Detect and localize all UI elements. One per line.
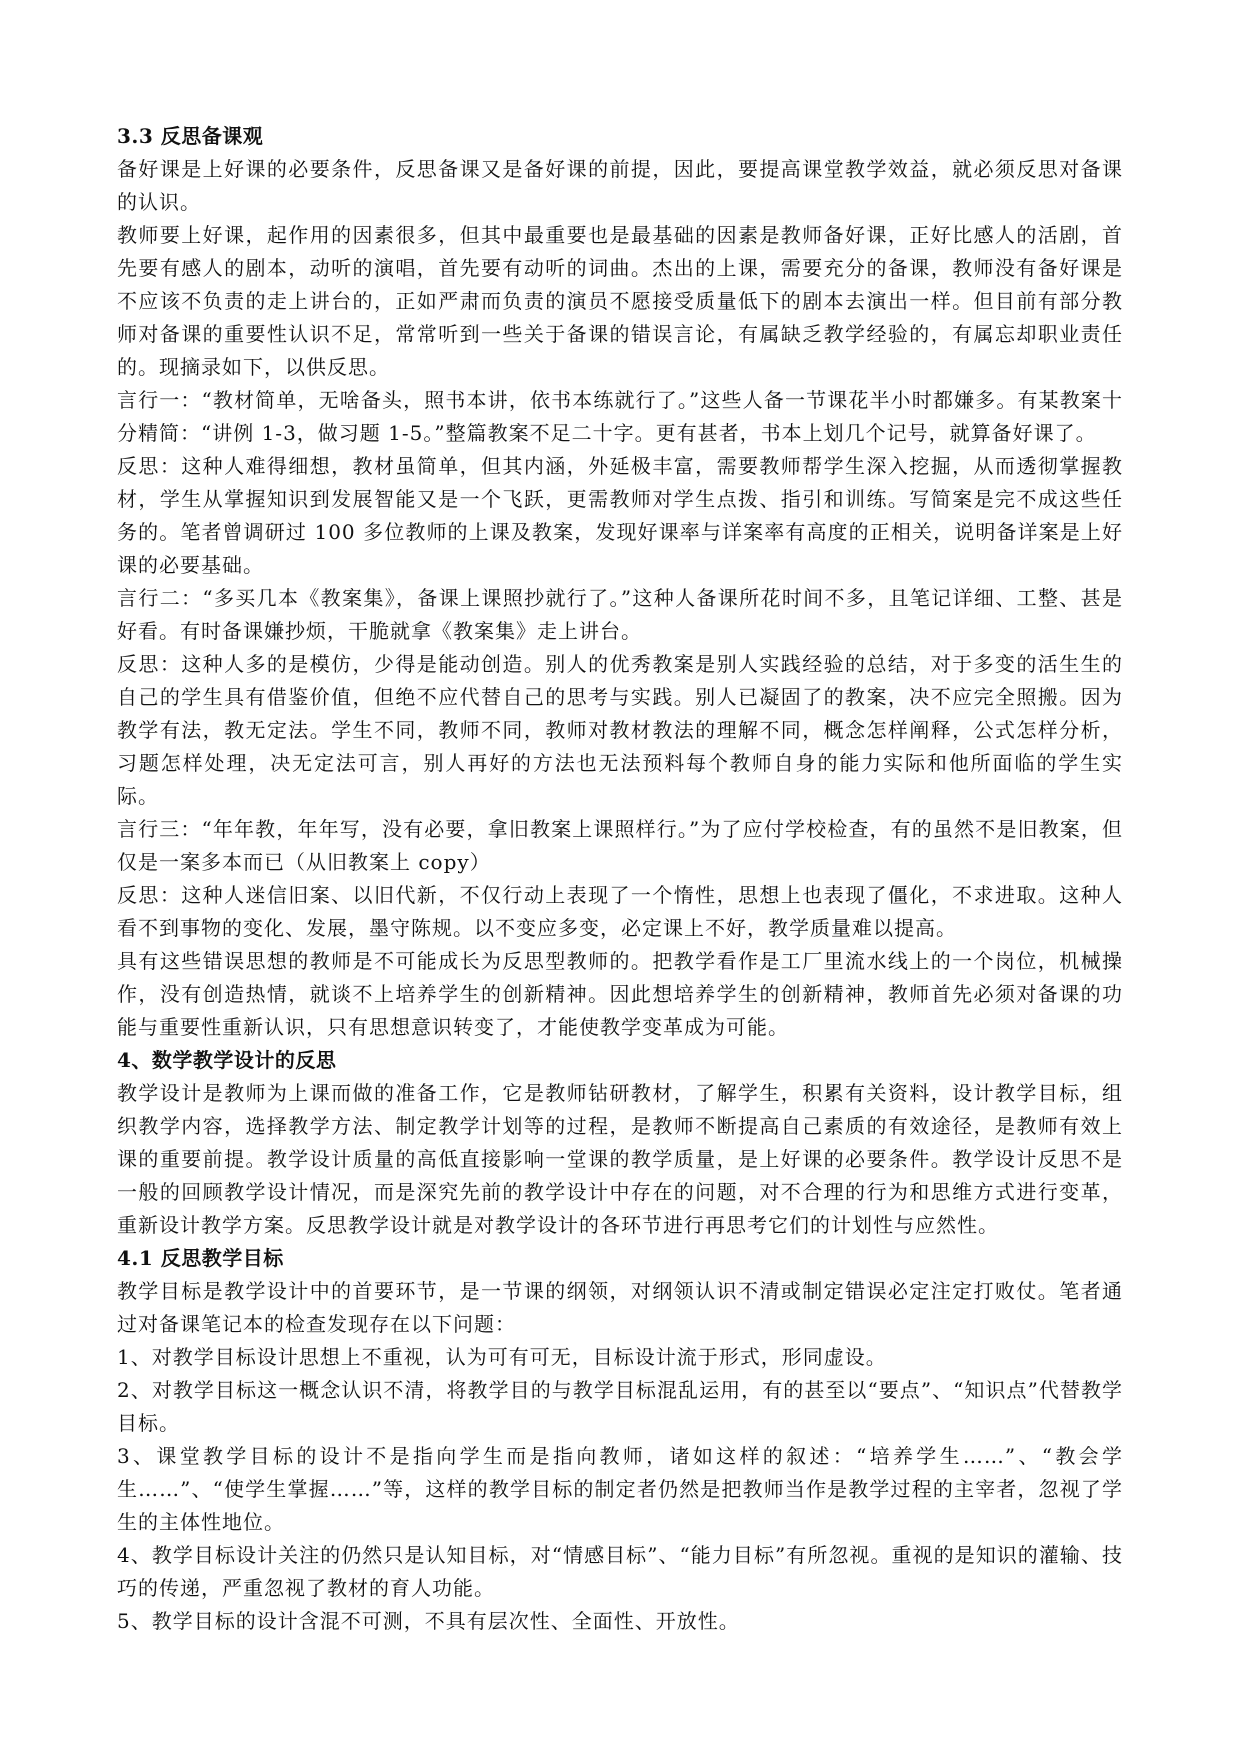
paragraph: 教学目标是教学设计中的首要环节，是一节课的纲领，对纲领认识不清或制定错误必定注定打败仗。笔者通过对备课笔记本的检查发现存在以下问题： [117,1279,1123,1336]
section-heading-4-1: 4.1 反思教学目标 [117,1246,284,1270]
paragraph: 教学设计是教师为上课而做的准备工作，它是教师钻研教材，了解学生，积累有关资料，设计教学目标，组织教学内容，选择教学方法、制定教学计划等的过程，是教师不断提高自己素质的有效途径，是教师有效上课的重要前提。教学设计质量的高低直接影响一堂课的教学质量，是上好课的必要条件。教学设计反思不是一般的回顾教学设计情况，而是深究先前的教学设计中存在的问题，对不合理的行为和思维方式进行变革，重新设计教学方案。反思教学设计就是对教学设计的各环节进行再思考它们的计划性与应然性。 [117,1081,1123,1237]
paragraph: 反思：这种人迷信旧案、以旧代新，不仅行动上表现了一个惰性，思想上也表现了僵化，不求进取。这种人看不到事物的变化、发展，墨守陈规。以不变应多变，必定课上不好，教学质量难以提高。 [117,883,1123,940]
list-item: 3、课堂教学目标的设计不是指向学生而是指向教师，诸如这样的叙述：“培养学生……”、“教会学生……”、“使学生掌握……”等，这样的教学目标的制定者仍然是把教师当作是教学过程的主宰者，忽视了学生的主体性地位。 [117,1444,1123,1534]
section-heading-4: 4、数学教学设计的反思 [117,1048,337,1072]
paragraph: 言行二：“多买几本《教案集》，备课上课照抄就行了。”这种人备课所花时间不多，且笔记详细、工整、甚是好看。有时备课嫌抄烦，干脆就拿《教案集》走上讲台。 [117,586,1123,643]
paragraph: 言行一：“教材简单，无啥备头，照书本讲，依书本练就行了。”这些人备一节课花半小时都嫌多。有某教案十分精简：“讲例 1-3，做习题 1-5。”整篇教案不足二十字。更有甚者，书本上划几个记号，就算备好课了。 [117,388,1123,445]
list-item: 1、对教学目标设计思想上不重视，认为可有可无，目标设计流于形式，形同虚设。 [117,1345,887,1369]
list-item: 5、教学目标的设计含混不可测，不具有层次性、全面性、开放性。 [117,1609,740,1633]
paragraph: 反思：这种人多的是模仿，少得是能动创造。别人的优秀教案是别人实践经验的总结，对于多变的活生生的自己的学生具有借鉴价值，但绝不应代替自己的思考与实践。别人已凝固了的教案，决不应完全照搬。因为教学有法，教无定法。学生不同，教师不同，教师对教材教法的理解不同，概念怎样阐释，公式怎样分析，习题怎样处理，决无定法可言，别人再好的方法也无法预料每个教师自身的能力实际和他所面临的学生实际。 [117,652,1123,808]
paragraph: 言行三：“年年教，年年写，没有必要，拿旧教案上课照样行。”为了应付学校检查，有的虽然不是旧教案，但仅是一案多本而已（从旧教案上 copy） [117,817,1123,874]
paragraph: 教师要上好课，起作用的因素很多，但其中最重要也是最基础的因素是教师备好课，正好比感人的活剧，首先要有感人的剧本，动听的演唱，首先要有动听的词曲。杰出的上课，需要充分的备课，教师没有备好课是不应该不负责的走上讲台的，正如严肃而负责的演员不愿接受质量低下的剧本去演出一样。但目前有部分教师对备课的重要性认识不足，常常听到一些关于备课的错误言论，有属缺乏教学经验的，有属忘却职业责任的。现摘录如下，以供反思。 [117,223,1123,379]
paragraph: 备好课是上好课的必要条件，反思备课又是备好课的前提，因此，要提高课堂教学效益，就必须反思对备课的认识。 [117,157,1123,214]
paragraph: 具有这些错误思想的教师是不可能成长为反思型教师的。把教学看作是工厂里流水线上的一个岗位，机械操作，没有创造热情，就谈不上培养学生的创新精神。因此想培养学生的创新精神，教师首先必须对备课的功能与重要性重新认识，只有思想意识转变了，才能使教学变革成为可能。 [117,949,1123,1039]
list-item: 4、教学目标设计关注的仍然只是认知目标，对“情感目标”、“能力目标”有所忽视。重视的是知识的灌输、技巧的传递，严重忽视了教材的育人功能。 [117,1543,1123,1600]
paragraph: 反思：这种人难得细想，教材虽简单，但其内涵，外延极丰富，需要教师帮学生深入挖掘，从而透彻掌握教材，学生从掌握知识到发展智能又是一个飞跃，更需教师对学生点拨、指引和训练。写简案是完不成这些任务的。笔者曾调研过 100 多位教师的上课及教案，发现好课率与详案率有高度的正相关，说明备详案是上好课的必要基础。 [117,454,1123,577]
section-heading-3-3: 3.3 反思备课观 [117,124,264,148]
document-page [117,120,1123,1638]
list-item: 2、对教学目标这一概念认识不清，将教学目的与教学目标混乱运用，有的甚至以“要点”、“知识点”代替教学目标。 [117,1378,1123,1435]
